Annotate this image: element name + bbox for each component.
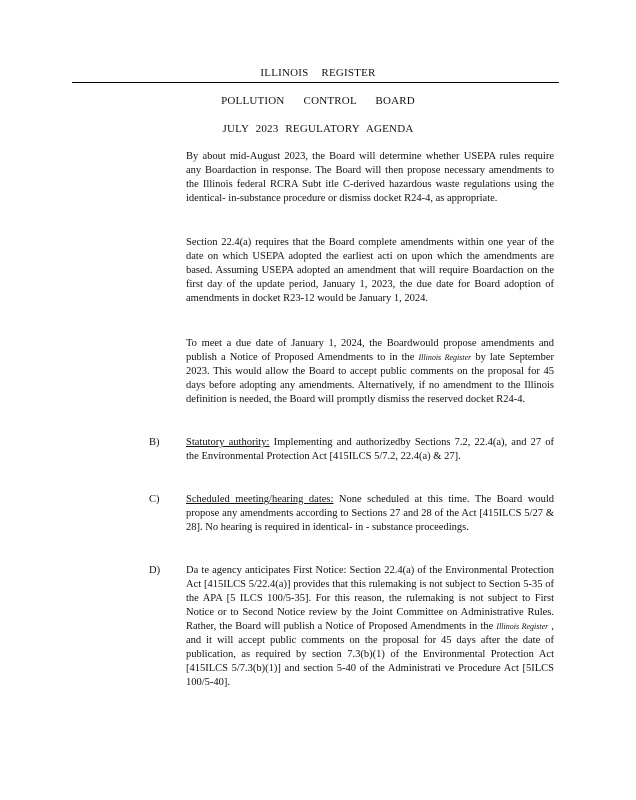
agenda-title: JULY 2023 REGULATORY AGENDA xyxy=(222,123,414,135)
meeting-dates-text: None scheduled at this time. The Board would propose any amendments according to Sections 27 and 28 of the Act [415ILCS 5/27 & 28]. No hearing is required in identical- in - substance proceedings. xyxy=(186,494,555,533)
item-b-text xyxy=(186,436,554,464)
register-reference: Illinois Register xyxy=(496,622,549,631)
paragraph-2: Section 22.4(a) requires that the Board complete amendments within one year of the date on which USEPA adopted the earliest acti on upon which the amendments are based. Assuming USEPA adopted an amendment that will require Boardaction on the first day of the update period, January 1, 2023, the due date for Board adoption of amendments in docket R23-12 would be January 1, 2024. xyxy=(186,237,554,304)
first-notice-text-end: , and it will accept public comments on the proposal for 45 days after the date of publication, as required by section 7.3(b)(1) of the Environmental Protection Act [415ILCS 5/7.3(b)(1)] and section 5-40 of the Administrati ve Procedure Act [5ILCS 100/5-40]. xyxy=(186,621,555,688)
first-notice-text-start: Da te agency anticipates First Notice: Section 22.4(a) of the Environmental Protection Act [415ILCS 5/22.4(a)] provides that this rulemaking is not subject to Section 5-35 of the APA [5 ILCS 100/5-35]. For this reason, the rulemaking is not subject to First Notice or to Second Notice review by the Joint Committee on Administrative Rules. Rather, the Board will publish a Notice of Proposed Amendments in the xyxy=(186,565,554,632)
paragraph-3 xyxy=(186,337,554,407)
header-rule xyxy=(72,82,559,83)
paragraph-3-text-end: by late September 2023. This would allow the Board to accept public comments on the proposal for 45 days before adopting any amendments. Alternatively, if no amendment to the Illinois definition is needed, the Board will promptly dismiss the reserved docket R24-4. xyxy=(186,352,555,405)
statutory-authority-label: Statutory authority: xyxy=(186,437,270,448)
item-d-text xyxy=(186,564,554,690)
paragraph-3-text-start: To meet a due date of January 1, 2024, the Boardwould propose amendments and publish a Notice of Proposed Amendments to in the xyxy=(186,338,554,363)
register-reference: Illinois Register xyxy=(418,353,472,362)
meeting-dates-label: Scheduled meeting/hearing dates: xyxy=(186,494,334,505)
board-title: POLLUTION CONTROL BOARD xyxy=(221,95,415,107)
paragraph-1: By about mid-August 2023, the Board will determine whether USEPA rules require any Boardaction in response. The Board will then propose necessary amendments to the Illinois federal RCRA Subt itle C-derived hazardous waste regulations using the identical- in-substance procedure or dismiss docket R24-4, as appropriate. xyxy=(186,151,554,204)
item-c-text xyxy=(186,493,554,535)
register-header: ILLINOIS REGISTER xyxy=(260,67,376,79)
item-b-letter: B) xyxy=(149,437,160,448)
statutory-authority-text: Implementing and authorizedby Sections 7.2, 22.4(a), and 27 of the Environmental Protection Act [415ILCS 5/7.2, 22.4(a) & 27]. xyxy=(186,437,554,462)
item-c-letter: C) xyxy=(149,494,160,505)
item-d-letter: D) xyxy=(149,565,161,576)
